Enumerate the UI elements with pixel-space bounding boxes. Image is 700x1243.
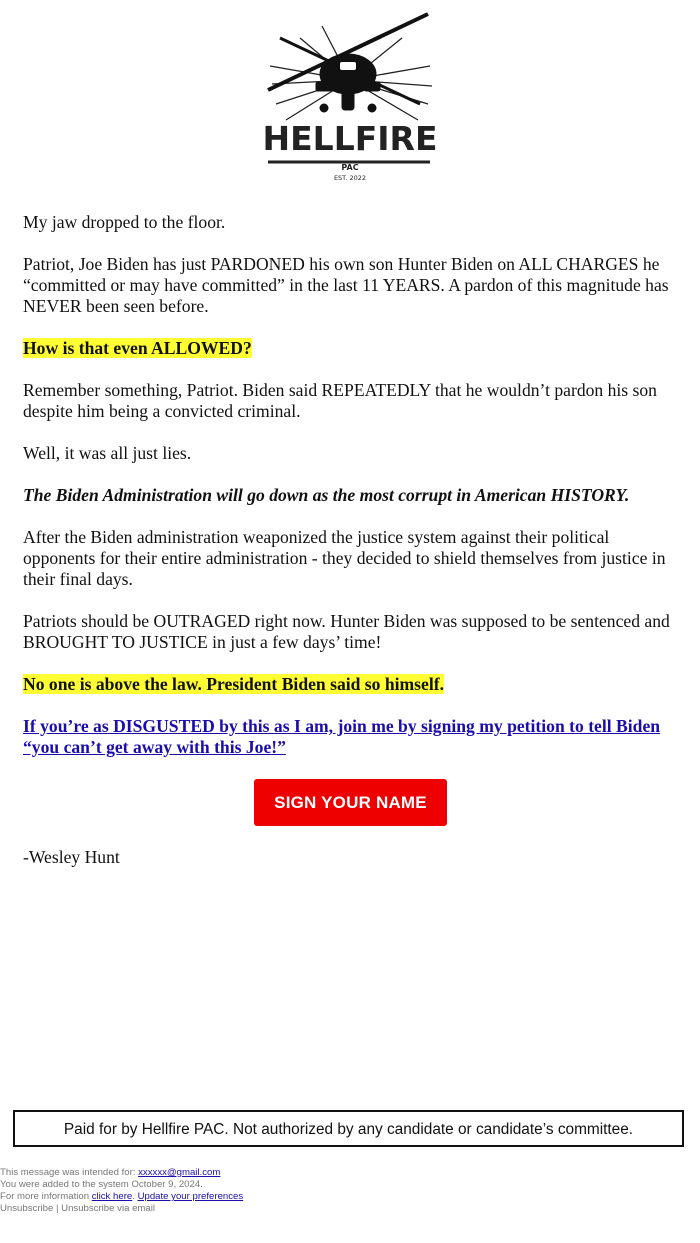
footer-added-line: You were added to the system October 9, 2024. xyxy=(0,1179,203,1190)
footer-intended-prefix: This message was intended for: xyxy=(0,1167,139,1178)
email-footer xyxy=(0,1167,700,1215)
highlighted-statement xyxy=(23,674,678,695)
click-here-link[interactable]: click here xyxy=(91,1191,133,1202)
bold-italic-statement: The Biden Administration will go down as the most corrupt in American HISTORY. xyxy=(23,485,630,505)
body-paragraph-5: Well, it was all just lies. xyxy=(23,443,192,463)
body-paragraph-8: Patriots should be OUTRAGED right now. Hunter Biden was supposed to be sentenced and BROUGHT TO JUSTICE in just a few days’ time! xyxy=(23,611,670,652)
paid-for-disclaimer: Paid for by Hellfire PAC. Not authorized by any candidate or candidate’s committee. xyxy=(13,1110,684,1147)
update-preferences-link[interactable]: Update your preferences xyxy=(137,1191,244,1202)
body-paragraph-7: After the Biden administration weaponized the justice system against their political opponents for their entire administration - they decided to shield themselves from justice in their final days. xyxy=(23,527,666,589)
body-paragraph-4: Remember something, Patriot. Biden said REPEATEDLY that he wouldn’t pardon his son despite him being a convicted criminal. xyxy=(23,380,657,421)
body-paragraph-1: My jaw dropped to the floor. xyxy=(23,212,226,232)
signature: -Wesley Hunt xyxy=(23,847,120,867)
unsubscribe-link[interactable]: Unsubscribe xyxy=(0,1203,54,1214)
helicopter-icon xyxy=(268,14,428,112)
highlighted-statement-text: No one is above the law. President Biden said so himself. xyxy=(23,674,444,694)
highlighted-question xyxy=(23,338,678,359)
recipient-email-link[interactable]: xxxxxx@gmail.com xyxy=(138,1167,221,1178)
hellfire-pac-logo xyxy=(252,8,448,188)
footer-separator: . xyxy=(132,1191,138,1202)
footer-info-line xyxy=(0,1191,700,1203)
logo-est: EST. 2022 xyxy=(333,174,367,182)
body-paragraph-2: Patriot, Joe Biden has just PARDONED his own son Hunter Biden on ALL CHARGES he “committed or may have committed” in the last 11 YEARS. A pardon of this magnitude has NEVER been seen before. xyxy=(23,254,669,316)
petition-link[interactable]: If you’re as DISGUSTED by this as I am, join me by signing my petition to tell Biden “you can’t get away with this Joe!” xyxy=(23,716,661,757)
petition-cta-paragraph xyxy=(23,716,678,758)
button-row xyxy=(23,779,678,826)
logo-pac: PAC xyxy=(341,163,359,172)
sign-your-name-button[interactable]: SIGN YOUR NAME xyxy=(254,779,447,826)
footer-unsubscribe-line xyxy=(0,1203,700,1215)
footer-pipe: | xyxy=(53,1203,62,1214)
unsubscribe-via-email-link[interactable]: Unsubscribe via email xyxy=(61,1203,155,1214)
footer-intended-line xyxy=(0,1167,700,1179)
email-body xyxy=(23,212,678,889)
footer-info-prefix: For more information xyxy=(0,1191,92,1202)
highlighted-question-text: How is that even ALLOWED? xyxy=(23,338,252,358)
logo-wordmark: HELLFIRE xyxy=(262,119,438,158)
